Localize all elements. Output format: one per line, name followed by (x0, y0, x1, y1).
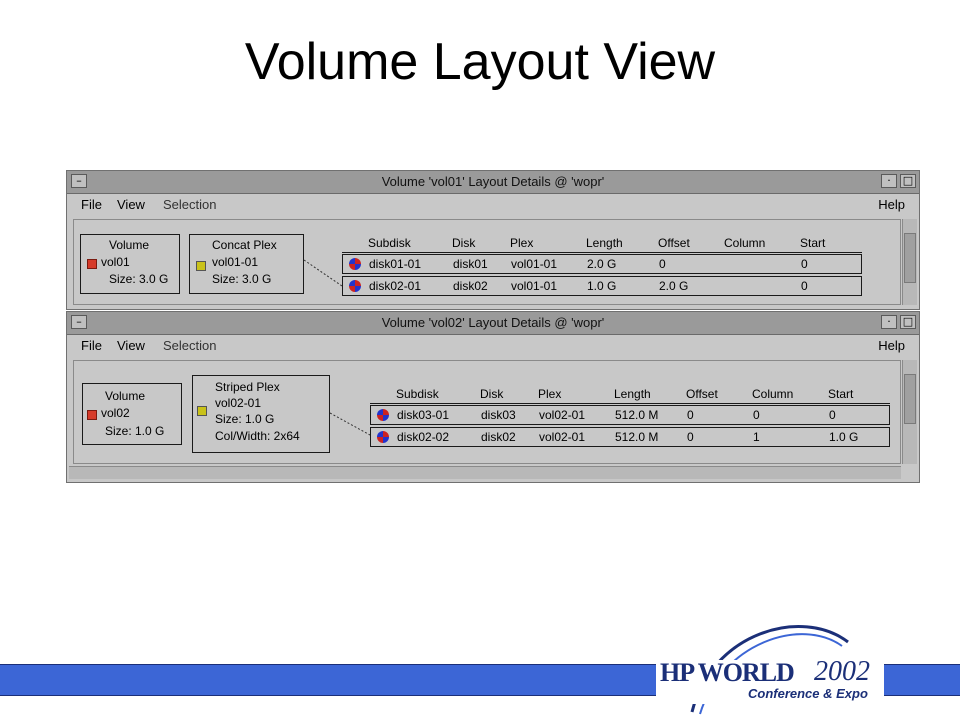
subdisk-icon (349, 280, 361, 292)
plex-box[interactable] (189, 234, 304, 294)
col-offset[interactable]: Offset (686, 387, 718, 401)
table-row[interactable] (370, 427, 890, 447)
col-column[interactable]: Column (752, 387, 794, 401)
cell-length: 1.0 G (587, 279, 617, 293)
logo-sub-text: Conference & Expo (748, 686, 868, 701)
hp-world-logo (652, 612, 888, 718)
col-length[interactable]: Length (586, 236, 623, 250)
logo-main-text: HP WORLD (660, 658, 794, 687)
table-row[interactable] (342, 254, 862, 274)
vertical-scrollbar[interactable] (902, 360, 917, 464)
subdisk-table (342, 234, 862, 304)
cell-offset: 0 (659, 257, 666, 271)
vertical-scrollbar[interactable] (902, 219, 917, 305)
maximize-button[interactable]: □ (900, 174, 916, 188)
plex-size: Size: 3.0 G (212, 272, 272, 286)
layout-window-vol01 (66, 170, 920, 310)
subdisk-icon (377, 431, 389, 443)
plex-icon (197, 406, 207, 416)
volume-icon (87, 410, 97, 420)
cell-offset: 0 (687, 408, 694, 422)
volume-size: Size: 1.0 G (105, 424, 165, 438)
minimize-button[interactable]: · (881, 174, 897, 188)
cell-column: 0 (753, 408, 760, 422)
plex-name: vol01-01 (212, 255, 259, 269)
cell-disk: disk01 (453, 257, 488, 271)
volume-size: Size: 3.0 G (109, 272, 169, 286)
menu-file[interactable]: File (81, 197, 102, 212)
table-row[interactable] (342, 276, 862, 296)
window-titlebar[interactable] (67, 171, 919, 194)
cell-start: 0 (829, 408, 836, 422)
cell-subdisk: disk02-01 (369, 279, 422, 293)
cell-plex: vol02-01 (539, 430, 586, 444)
volume-name: vol02 (101, 406, 130, 420)
volume-icon (87, 259, 97, 269)
cell-offset: 0 (687, 430, 694, 444)
cell-offset: 2.0 G (659, 279, 689, 293)
menu-help[interactable]: Help (878, 338, 905, 353)
plex-heading: Striped Plex (215, 380, 280, 394)
plex-colwidth: Col/Width: 2x64 (215, 429, 300, 443)
col-plex[interactable]: Plex (510, 236, 534, 250)
window-title: Volume 'vol01' Layout Details @ 'wopr' (381, 174, 605, 189)
maximize-button[interactable]: □ (900, 315, 916, 329)
cell-start: 1.0 G (829, 430, 859, 444)
cell-length: 512.0 M (615, 430, 659, 444)
logo-year-text: 2002 (814, 656, 870, 687)
subdisk-icon (349, 258, 361, 270)
plex-heading: Concat Plex (212, 238, 277, 252)
col-length[interactable]: Length (614, 387, 651, 401)
volume-box[interactable] (80, 234, 180, 294)
cell-length: 512.0 M (615, 408, 659, 422)
cell-subdisk: disk01-01 (369, 257, 422, 271)
cell-plex: vol01-01 (511, 279, 558, 293)
horizontal-scrollbar[interactable] (69, 466, 901, 479)
col-disk[interactable]: Disk (452, 236, 476, 250)
volume-box[interactable] (82, 383, 182, 445)
menu-bar (67, 335, 919, 357)
plex-size: Size: 1.0 G (215, 412, 275, 426)
menu-file[interactable]: File (81, 338, 102, 353)
volume-name: vol01 (101, 255, 130, 269)
cell-plex: vol02-01 (539, 408, 586, 422)
cell-subdisk: disk02-02 (397, 430, 450, 444)
plex-subdisk-connector (330, 401, 372, 451)
window-title: Volume 'vol02' Layout Details @ 'wopr' (381, 315, 605, 330)
window-titlebar[interactable] (67, 312, 919, 335)
menu-help[interactable]: Help (878, 197, 905, 212)
window-menu-button[interactable]: – (71, 174, 87, 188)
layout-content (73, 360, 901, 464)
plex-name: vol02-01 (215, 396, 262, 410)
volume-heading: Volume (109, 238, 150, 252)
plex-icon (196, 261, 206, 271)
col-subdisk[interactable]: Subdisk (396, 387, 439, 401)
col-start[interactable]: Start (828, 387, 854, 401)
minimize-button[interactable]: · (881, 315, 897, 329)
slide-title: Volume Layout View (244, 33, 716, 91)
scrollbar-thumb[interactable] (904, 374, 916, 424)
menu-view[interactable]: View (117, 338, 145, 353)
volume-heading: Volume (105, 389, 146, 403)
subdisk-table (370, 385, 890, 455)
scrollbar-thumb[interactable] (904, 233, 916, 283)
col-plex[interactable]: Plex (538, 387, 562, 401)
cell-disk: disk02 (453, 279, 488, 293)
col-offset[interactable]: Offset (658, 236, 690, 250)
col-subdisk[interactable]: Subdisk (368, 236, 411, 250)
window-menu-button[interactable]: – (71, 315, 87, 329)
cell-start: 0 (801, 257, 808, 271)
cell-disk: disk03 (481, 408, 516, 422)
menu-bar (67, 194, 919, 216)
plex-subdisk-connector (304, 250, 344, 300)
layout-window-vol02 (66, 311, 920, 483)
cell-start: 0 (801, 279, 808, 293)
cell-subdisk: disk03-01 (397, 408, 450, 422)
col-disk[interactable]: Disk (480, 387, 504, 401)
plex-box[interactable] (192, 375, 330, 453)
cell-disk: disk02 (481, 430, 516, 444)
cell-length: 2.0 G (587, 257, 617, 271)
table-header (370, 385, 890, 404)
menu-selection[interactable]: Selection (163, 338, 217, 353)
subdisk-icon (377, 409, 389, 421)
cell-plex: vol01-01 (511, 257, 558, 271)
table-row[interactable] (370, 405, 890, 425)
cell-column: 1 (753, 430, 760, 444)
menu-view[interactable]: View (117, 197, 145, 212)
col-column[interactable]: Column (724, 236, 766, 250)
layout-content (73, 219, 901, 305)
table-header (342, 234, 862, 253)
menu-selection[interactable]: Selection (163, 197, 217, 212)
col-start[interactable]: Start (800, 236, 826, 250)
